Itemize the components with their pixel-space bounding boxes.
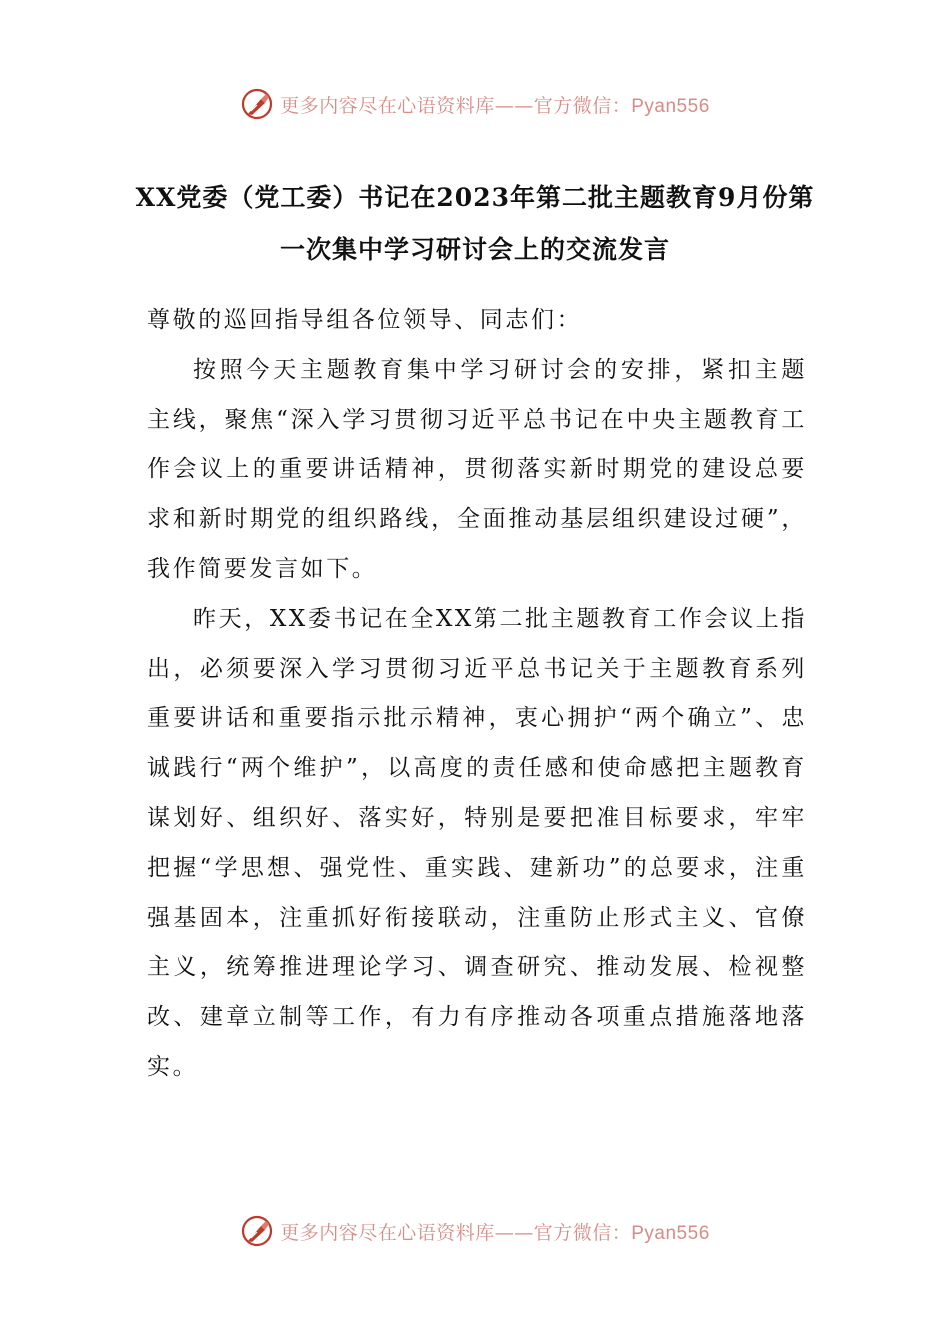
watermark-dash: ——	[494, 1221, 534, 1244]
watermark-dash: ——	[494, 94, 534, 117]
watermark-account: Pyan556	[631, 95, 710, 117]
watermark-text	[280, 1218, 710, 1245]
title-line-2: 一次集中学习研讨会上的交流发言	[279, 235, 670, 264]
header-watermark	[0, 84, 950, 124]
title-line-1: XX党委（党工委）书记在2023年第二批主题教育9月份第	[135, 183, 815, 212]
document-title	[120, 172, 830, 276]
paragraph-1: 按照今天主题教育集中学习研讨会的安排，紧扣主题主线，聚焦“深入学习贯彻习近平总书记在中央主题教育工作会议上的重要讲话精神，贯彻落实新时期党的建设总要求和新时期党的组织路线，全面推动基层组织建设过硬”，我作简要发言如下。	[147, 356, 807, 582]
watermark-text	[280, 91, 710, 118]
watermark-slogan: 更多内容尽在心语资料库	[280, 94, 495, 117]
footer-watermark	[0, 1211, 950, 1251]
pen-nib-logo-icon	[240, 87, 274, 121]
document-body	[147, 296, 807, 1093]
paragraph-2: 昨天，XX委书记在全XX第二批主题教育工作会议上指出，必须要深入学习贯彻习近平总书记关于主题教育系列重要讲话和重要指示批示精神，衷心拥护“两个确立”、忠诚践行“两个维护”，以高度的责任感和使命感把主题教育谋划好、组织好、落实好，特别是要把准目标要求，牢牢把握“学思想、强党性、重实践、建新功”的总要求，注重强基固本，注重抓好衔接联动，注重防止形式主义、官僚主义，统筹推进理论学习、调查研究、推动发展、检视整改、建章立制等工作，有力有序推动各项重点措施落地落实。	[147, 605, 807, 1080]
pen-nib-logo-icon	[240, 1214, 274, 1248]
watermark-label: 官方微信：	[533, 1221, 632, 1244]
watermark-label: 官方微信：	[533, 94, 632, 117]
salutation: 尊敬的巡回指导组各位领导、同志们：	[147, 307, 583, 333]
watermark-slogan: 更多内容尽在心语资料库	[280, 1221, 495, 1244]
watermark-account: Pyan556	[631, 1222, 710, 1244]
